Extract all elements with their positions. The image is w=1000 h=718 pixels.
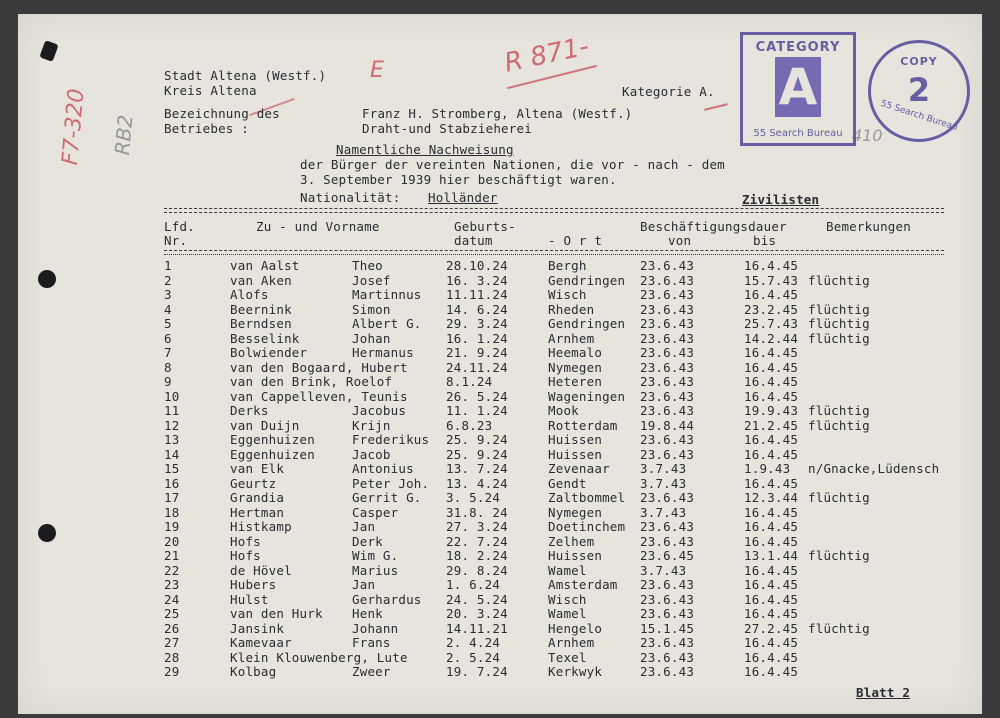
cell-dob: 14. 6.24 <box>446 301 508 317</box>
cell-von: 23.6.43 <box>640 432 695 447</box>
cell-nr: 10 <box>164 388 180 404</box>
cell-last: Berndsen <box>230 316 292 331</box>
cell-ort: Rheden <box>548 301 595 317</box>
cell-first: Derk <box>352 533 383 549</box>
cell-first: Johann <box>352 620 399 636</box>
cell-bis: 16.4.45 <box>744 635 799 650</box>
cell-bis: 16.4.45 <box>744 504 799 520</box>
red-r-annotation: R 871- <box>501 31 592 79</box>
cell-von: 3.7.43 <box>640 562 687 578</box>
cell-ort: Heteren <box>548 374 603 389</box>
cell-dob: 1. 6.24 <box>446 577 501 592</box>
paper-tear-mark <box>39 40 58 62</box>
cell-dob: 27. 3.24 <box>446 519 508 534</box>
document-subtitle-1: der Bürger der vereinten Nationen, die vor - nach - dem <box>300 157 725 172</box>
cell-last: Geurtz <box>230 475 277 491</box>
cell-first: Jacob <box>352 446 391 462</box>
cell-bis: 16.4.45 <box>744 258 799 273</box>
col-beschaeftigung: Beschäftigungsdauer <box>640 219 787 234</box>
cell-dob: 25. 9.24 <box>446 432 508 447</box>
cell-bem: flüchtig <box>808 548 870 563</box>
cell-bis: 16.4.45 <box>744 345 799 360</box>
cell-von: 23.6.43 <box>640 374 695 389</box>
cell-first: Jan <box>352 519 376 534</box>
cell-dob: 16. 3.24 <box>446 272 508 288</box>
cell-nr: 16 <box>164 475 180 491</box>
cell-ort: Nymegen <box>548 504 603 520</box>
cell-bis: 16.4.45 <box>744 562 799 578</box>
copy-stamp-number: 2 <box>907 71 931 109</box>
cell-first: Simon <box>352 301 391 317</box>
cell-dob: 2. 4.24 <box>446 635 501 650</box>
cell-bis: 27.2.45 <box>744 620 799 636</box>
cell-bis: 16.4.45 <box>744 359 799 375</box>
cell-bis: 1.9.43 <box>744 461 791 476</box>
cell-von: 23.6.43 <box>640 649 695 665</box>
cell-bis: 16.4.45 <box>744 533 799 549</box>
cell-ort: Huissen <box>548 548 603 563</box>
cell-bis: 16.4.45 <box>744 519 799 534</box>
cell-nr: 20 <box>164 533 180 549</box>
cell-last: Hulst <box>230 591 269 607</box>
cell-nr: 5 <box>164 316 172 331</box>
cell-ort: Kerkwyk <box>548 664 603 679</box>
punch-hole-bottom <box>38 524 56 542</box>
cell-first: Marius <box>352 562 399 578</box>
cell-last: Grandia <box>230 490 285 505</box>
cell-bem: flüchtig <box>808 316 870 331</box>
cell-ort: Gendringen <box>548 316 626 331</box>
cell-last: Hubers <box>230 577 277 592</box>
table-top-rule-2 <box>164 212 944 213</box>
cell-bem: flüchtig <box>808 301 870 317</box>
cell-dob: 13. 4.24 <box>446 475 508 491</box>
cell-nr: 24 <box>164 591 180 607</box>
cell-last: van Aken <box>230 272 292 288</box>
cell-first: Peter Joh. <box>352 475 430 491</box>
cell-ort: Mook <box>548 403 579 418</box>
cell-first: Gerrit G. <box>352 490 422 505</box>
cell-bis: 25.7.43 <box>744 316 799 331</box>
col-bis: bis <box>753 233 777 248</box>
bezeichnung-label-1: Bezeichnung des <box>164 106 280 121</box>
cell-first: Wim G. <box>352 548 399 563</box>
cell-last: Eggenhuizen <box>230 446 315 462</box>
cell-nr: 18 <box>164 504 180 520</box>
cell-first: Albert G. <box>352 316 422 331</box>
cell-last: Hofs <box>230 548 261 563</box>
cell-dob: 2. 5.24 <box>446 649 501 665</box>
kreis-line: Kreis Altena <box>164 83 257 98</box>
cell-nr: 27 <box>164 635 180 650</box>
cell-first: Jacobus <box>352 403 407 418</box>
cell-nr: 11 <box>164 403 180 418</box>
cell-last: van Elk <box>230 461 285 476</box>
cell-last: Derks <box>230 403 269 418</box>
cell-ort: Texel <box>548 649 587 665</box>
cell-von: 23.6.43 <box>640 519 695 534</box>
cell-ort: Amsterdam <box>548 577 618 592</box>
cell-dob: 16. 1.24 <box>446 330 508 346</box>
cell-ort: Doetinchem <box>548 519 626 534</box>
cell-nr: 12 <box>164 417 180 433</box>
col-lfd: Lfd. <box>164 219 195 234</box>
cell-von: 23.6.43 <box>640 359 695 375</box>
cell-ort: Zaltbommel <box>548 490 626 505</box>
cell-nr: 21 <box>164 548 180 563</box>
cell-bis: 23.2.45 <box>744 301 799 317</box>
cell-last: Kolbag <box>230 664 277 679</box>
cell-bis: 16.4.45 <box>744 664 799 679</box>
nationalitaet-value: Holländer <box>428 190 498 205</box>
col-geburts: Geburts- <box>454 219 516 234</box>
cell-bis: 16.4.45 <box>744 432 799 447</box>
firma-line-2: Draht-und Stabzieherei <box>362 121 532 136</box>
cell-dob: 18. 2.24 <box>446 548 508 563</box>
cell-bem: n/Gnacke,Lüdensch <box>808 461 940 476</box>
cell-von: 3.7.43 <box>640 461 687 476</box>
cell-von: 23.6.43 <box>640 287 695 302</box>
cell-nr: 7 <box>164 345 172 360</box>
cell-last: Beernink <box>230 301 292 317</box>
cell-first: Antonius <box>352 461 414 476</box>
cell-ort: Wisch <box>548 287 587 302</box>
cell-last: van Duijn <box>230 417 300 433</box>
cell-bis: 16.4.45 <box>744 287 799 302</box>
cell-dob: 19. 7.24 <box>446 664 508 679</box>
cell-last: van Aalst <box>230 258 300 273</box>
col-von: von <box>668 233 692 248</box>
document-subtitle-2: 3. September 1939 hier beschäftigt waren. <box>300 172 617 187</box>
cell-dob: 26. 5.24 <box>446 388 508 404</box>
cell-last: van den Bogaard, Hubert <box>230 359 408 375</box>
cell-von: 3.7.43 <box>640 504 687 520</box>
col-nr: Nr. <box>164 233 188 248</box>
cell-last: van den Brink, Roelof <box>230 374 393 389</box>
cell-dob: 13. 7.24 <box>446 461 508 476</box>
cell-first: Casper <box>352 504 399 520</box>
cell-bis: 16.4.45 <box>744 649 799 665</box>
cell-bis: 16.4.45 <box>744 475 799 491</box>
cell-bis: 19.9.43 <box>744 403 799 418</box>
cell-dob: 8.1.24 <box>446 374 493 389</box>
cell-nr: 8 <box>164 359 172 375</box>
red-margin-annotation: F7-320 <box>58 87 90 167</box>
cell-ort: Huissen <box>548 446 603 462</box>
cell-von: 15.1.45 <box>640 620 695 636</box>
cell-first: Krijn <box>352 417 391 433</box>
cell-nr: 1 <box>164 258 172 273</box>
cell-von: 23.6.43 <box>640 490 695 505</box>
cell-nr: 23 <box>164 577 180 592</box>
document-page <box>18 14 982 714</box>
cell-last: Jansink <box>230 620 285 636</box>
cell-first: Hermanus <box>352 345 414 360</box>
cell-dob: 3. 5.24 <box>446 490 501 505</box>
cell-bis: 15.7.43 <box>744 272 799 288</box>
cell-ort: Zevenaar <box>548 461 610 476</box>
table-top-rule-1 <box>164 208 944 209</box>
cell-dob: 20. 3.24 <box>446 606 508 621</box>
cell-ort: Hengelo <box>548 620 603 636</box>
cell-first: Theo <box>352 258 383 273</box>
gray-margin-annotation: RB2 <box>110 113 138 157</box>
cell-von: 23.6.43 <box>640 635 695 650</box>
cell-bem: flüchtig <box>808 272 870 288</box>
cell-first: Jan <box>352 577 376 592</box>
cell-bis: 16.4.45 <box>744 374 799 389</box>
copy-stamp <box>868 40 970 142</box>
cell-last: van den Hurk <box>230 606 323 621</box>
cell-ort: Rotterdam <box>548 417 618 433</box>
blatt-number: Blatt 2 <box>856 685 911 700</box>
cell-ort: Arnhem <box>548 635 595 650</box>
col-ort: - O r t <box>548 233 603 248</box>
red-e-annotation: E <box>370 58 384 83</box>
cell-von: 23.6.43 <box>640 272 695 288</box>
cell-bem: flüchtig <box>808 330 870 346</box>
cell-dob: 25. 9.24 <box>446 446 508 462</box>
table-header-rule-2 <box>164 254 944 255</box>
cell-dob: 14.11.21 <box>446 620 508 636</box>
document-title: Namentliche Nachweisung <box>336 142 514 157</box>
cell-nr: 4 <box>164 301 172 317</box>
red-tick-stroke <box>704 103 728 111</box>
cell-first: Gerhardus <box>352 591 422 607</box>
cell-von: 23.6.43 <box>640 606 695 621</box>
cell-bis: 13.1.44 <box>744 548 799 563</box>
cell-bem: flüchtig <box>808 417 870 433</box>
table-header-rule-1 <box>164 250 944 251</box>
copy-stamp-title: COPY <box>900 55 938 68</box>
cell-first: Frederikus <box>352 432 430 447</box>
col-name: Zu - und Vorname <box>256 219 380 234</box>
cell-ort: Zelhem <box>548 533 595 549</box>
cell-dob: 6.8.23 <box>446 417 493 433</box>
cell-nr: 17 <box>164 490 180 505</box>
cell-first: Martinnus <box>352 287 422 302</box>
cell-first: Frans <box>352 635 391 650</box>
firma-line-1: Franz H. Stromberg, Altena (Westf.) <box>362 106 633 121</box>
cell-nr: 25 <box>164 606 180 621</box>
nationalitaet-label: Nationalität: <box>300 190 401 205</box>
cell-nr: 3 <box>164 287 172 302</box>
cell-dob: 29. 3.24 <box>446 316 508 331</box>
cell-bis: 21.2.45 <box>744 417 799 433</box>
col-datum: datum <box>454 233 493 248</box>
cell-ort: Wisch <box>548 591 587 607</box>
category-stamp-letter: A <box>775 57 821 117</box>
cell-nr: 28 <box>164 649 180 665</box>
cell-ort: Huissen <box>548 432 603 447</box>
cell-nr: 9 <box>164 374 172 389</box>
cell-von: 23.6.43 <box>640 591 695 607</box>
cell-bis: 12.3.44 <box>744 490 799 505</box>
cell-dob: 31.8. 24 <box>446 504 508 520</box>
cell-von: 23.6.43 <box>640 388 695 404</box>
cell-dob: 24. 5.24 <box>446 591 508 607</box>
cell-von: 19.8.44 <box>640 417 695 433</box>
cell-ort: Gendringen <box>548 272 626 288</box>
cell-bis: 16.4.45 <box>744 388 799 404</box>
cell-last: Eggenhuizen <box>230 432 315 447</box>
cell-ort: Wamel <box>548 562 587 578</box>
cell-von: 23.6.43 <box>640 301 695 317</box>
cell-nr: 13 <box>164 432 180 447</box>
cell-nr: 14 <box>164 446 180 462</box>
cell-last: Histkamp <box>230 519 292 534</box>
cell-dob: 24.11.24 <box>446 359 508 375</box>
cell-first: Johan <box>352 330 391 346</box>
cell-von: 23.6.45 <box>640 548 695 563</box>
punch-hole-top <box>38 270 56 288</box>
cell-last: van Cappelleven, Teunis <box>230 388 408 404</box>
cell-von: 23.6.43 <box>640 577 695 592</box>
cell-bis: 16.4.45 <box>744 606 799 621</box>
cell-last: Hofs <box>230 533 261 549</box>
cell-last: de Hövel <box>230 562 292 578</box>
cell-dob: 22. 7.24 <box>446 533 508 549</box>
cell-last: Klein Klouwenberg, Lute <box>230 649 408 665</box>
cell-von: 23.6.43 <box>640 664 695 679</box>
bezeichnung-label-2: Betriebes : <box>164 121 249 136</box>
zivilisten-label: Zivilisten <box>742 192 820 207</box>
col-bemerkungen: Bemerkungen <box>826 219 911 234</box>
cell-last: Besselink <box>230 330 300 346</box>
cell-last: Kamevaar <box>230 635 292 650</box>
cell-von: 23.6.43 <box>640 446 695 462</box>
cell-first: Josef <box>352 272 391 288</box>
category-stamp-title: CATEGORY <box>755 40 841 55</box>
cell-von: 23.6.43 <box>640 316 695 331</box>
category-stamp-bureau: 55 Search Bureau <box>753 128 843 139</box>
cell-nr: 29 <box>164 664 180 679</box>
cell-nr: 2 <box>164 272 172 288</box>
cell-nr: 15 <box>164 461 180 476</box>
cell-von: 23.6.43 <box>640 345 695 360</box>
cell-ort: Gendt <box>548 475 587 491</box>
cell-von: 23.6.43 <box>640 330 695 346</box>
cell-dob: 11.11.24 <box>446 287 508 302</box>
cell-bis: 16.4.45 <box>744 591 799 607</box>
cell-ort: Wamel <box>548 606 587 621</box>
stadt-line: Stadt Altena (Westf.) <box>164 68 327 83</box>
cell-ort: Arnhem <box>548 330 595 346</box>
cell-nr: 22 <box>164 562 180 578</box>
cell-bis: 14.2.44 <box>744 330 799 346</box>
cell-last: Hertman <box>230 504 285 520</box>
cell-nr: 19 <box>164 519 180 534</box>
cell-nr: 6 <box>164 330 172 346</box>
cell-ort: Bergh <box>548 258 587 273</box>
cell-ort: Heemalo <box>548 345 603 360</box>
category-stamp <box>740 32 856 146</box>
cell-dob: 11. 1.24 <box>446 403 508 418</box>
cell-dob: 29. 8.24 <box>446 562 508 578</box>
cell-bem: flüchtig <box>808 490 870 505</box>
cell-first: Henk <box>352 606 383 621</box>
gray-right-annotation: 410 <box>852 126 883 145</box>
cell-von: 3.7.43 <box>640 475 687 491</box>
cell-last: Alofs <box>230 287 269 302</box>
cell-bem: flüchtig <box>808 403 870 418</box>
copy-stamp-bureau: 55 Search Bureau <box>879 98 959 134</box>
cell-bem: flüchtig <box>808 620 870 636</box>
cell-ort: Nymegen <box>548 359 603 375</box>
cell-nr: 26 <box>164 620 180 636</box>
kategorie-line: Kategorie A. <box>622 84 715 99</box>
cell-dob: 21. 9.24 <box>446 345 508 360</box>
cell-von: 23.6.43 <box>640 258 695 273</box>
cell-bis: 16.4.45 <box>744 577 799 592</box>
cell-last: Bolwiender <box>230 345 308 360</box>
cell-ort: Wageningen <box>548 388 626 404</box>
cell-first: Zweer <box>352 664 391 679</box>
cell-von: 23.6.43 <box>640 403 695 418</box>
cell-bis: 16.4.45 <box>744 446 799 462</box>
cell-von: 23.6.43 <box>640 533 695 549</box>
cell-dob: 28.10.24 <box>446 258 508 273</box>
